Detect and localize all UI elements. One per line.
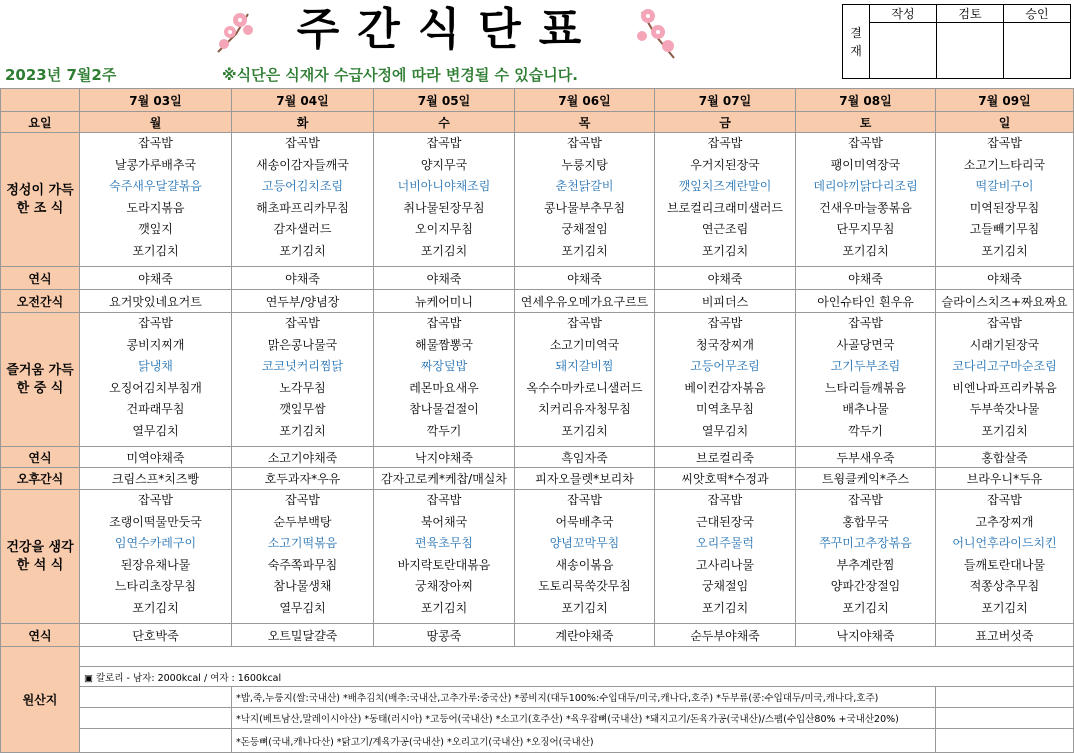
page-header	[0, 0, 1074, 88]
origin-line-row	[1, 687, 1074, 708]
menu-item: 깻잎지	[138, 222, 173, 237]
am_snack-label: 오전간식	[1, 290, 80, 313]
menu-item: 포기김치	[981, 423, 1028, 438]
menu-item: 양념꼬막무침	[549, 536, 620, 551]
lunch-cell	[655, 313, 796, 447]
menu-item: 참나물겉절이	[409, 402, 479, 417]
menu-item: 오리주물럭	[696, 536, 754, 551]
menu-item: 궁채절임	[561, 222, 608, 237]
pm_snack-label: 오후간식	[1, 468, 80, 490]
menu-item: 잡곡밥	[567, 136, 602, 150]
menu-item: 열무김치	[701, 423, 749, 438]
dinner_soft-cell: 낙지야채죽	[796, 624, 936, 647]
menu-item: 열무김치	[279, 600, 326, 615]
lunch_soft-cell: 낙지야채죽	[374, 447, 515, 468]
pm_snack-cell: 브라우니*두유	[936, 468, 1074, 490]
lunch_soft-label: 연식	[1, 447, 80, 468]
menu-item: 잡곡밥	[848, 493, 883, 507]
menu-item: 잡곡밥	[848, 136, 883, 150]
menu-item: 느타리초장무침	[114, 579, 197, 594]
pm_snack-row	[1, 468, 1074, 490]
am_snack-cell: 뉴케어미니	[374, 290, 515, 313]
menu-item: 잡곡밥	[707, 316, 743, 330]
origin-line-row	[1, 708, 1074, 729]
approval-review: 검토	[937, 5, 1004, 23]
menu-item: 바지락토란대볶음	[397, 557, 491, 572]
menu-item: 새송이감자들깨국	[256, 157, 349, 172]
origin-line: *낙지(베트남산,말레이시아산) *동태(러시아) *고등어(국내산) *소고기(호주산) *육우잡뼈(국내산) *돼지고기/돈육가공(국내산)/스팸(수입산80% +국내산20%)	[232, 708, 936, 729]
menu-item: 건파래무침	[126, 402, 185, 417]
menu-item: 미역된장무침	[969, 200, 1040, 215]
menu-item: 포기김치	[420, 600, 468, 615]
approval-sign-cell[interactable]	[937, 23, 1004, 79]
menu-item: 팽이미역장국	[830, 157, 901, 172]
menu-item: 포기김치	[981, 243, 1028, 258]
lunch_soft-cell: 흑임자죽	[515, 447, 655, 468]
menu-item: 브로컬리크래미샐러드	[667, 200, 783, 215]
lunch_soft-row	[1, 447, 1074, 468]
menu-item: 소고기미역국	[549, 337, 620, 352]
weekday-cell: 토	[796, 112, 936, 133]
menu-item: 포기김치	[279, 243, 326, 258]
menu-item: 궁채장아찌	[415, 579, 473, 594]
origin-line: *밥,죽,누룽지(쌀:국내산) *배추김치(배추:국내산,고추가루:중국산) *콩비지(대두100%:수입대두/미국,캐나다,호주) *두부류(콩:수입대두/미국,캐나다,호주)	[232, 687, 936, 708]
menu-item: 양파간장절임	[830, 579, 901, 594]
breakfast_soft-label: 연식	[1, 267, 80, 290]
dinner-cell	[374, 490, 515, 624]
dinner_soft-cell: 오트밀달걀죽	[232, 624, 374, 647]
breakfast_soft-cell: 야채죽	[80, 267, 232, 290]
dinner-label: 건강을 생각한 석 식	[1, 490, 80, 624]
menu-item: 궁채절임	[701, 579, 749, 594]
breakfast_soft-cell: 야채죽	[232, 267, 374, 290]
menu-item: 고기두부조림	[830, 359, 901, 374]
menu-item: 된장유채나물	[120, 557, 191, 572]
breakfast_soft-cell: 야채죽	[936, 267, 1074, 290]
menu-item: 닭냉채	[138, 359, 173, 374]
menu-item: 포기김치	[420, 243, 468, 258]
approval-label: 결 재	[843, 5, 870, 79]
calorie-row	[1, 667, 1074, 687]
am_snack-cell: 아인슈타인 흰우유	[796, 290, 936, 313]
menu-item: 배추나물	[842, 402, 889, 417]
lunch-cell	[515, 313, 655, 447]
menu-item: 부추계란찜	[836, 557, 895, 572]
menu-item: 잡곡밥	[987, 316, 1022, 330]
menu-item: 포기김치	[701, 243, 749, 258]
lunch_soft-cell: 미역야채죽	[80, 447, 232, 468]
dinner-cell	[936, 490, 1074, 624]
menu-item: 포기김치	[842, 600, 889, 615]
origin-row	[1, 647, 1074, 667]
dinner-cell	[655, 490, 796, 624]
origin-indent	[80, 708, 232, 729]
menu-item: 고등어무조림	[690, 359, 760, 374]
lunch_soft-cell: 홍합살죽	[936, 447, 1074, 468]
menu-item: 홍합무국	[842, 514, 889, 529]
menu-item: 새송이볶음	[555, 557, 614, 572]
dinner_soft-label: 연식	[1, 624, 80, 647]
date-cell: 7월 09일	[936, 89, 1074, 112]
menu-item: 들깨토란대나물	[963, 557, 1046, 572]
lunch-row	[1, 313, 1074, 447]
menu-item: 순두부백탕	[273, 514, 332, 529]
menu-item: 숙주쪽파무침	[267, 557, 338, 572]
date-cell: 7월 06일	[515, 89, 655, 112]
breakfast-label: 정성이 가득한 조 식	[1, 133, 80, 267]
menu-item: 감자샐러드	[273, 222, 332, 237]
weekday-cell: 화	[232, 112, 374, 133]
date-cell: 7월 03일	[80, 89, 232, 112]
menu-item: 사골당면국	[836, 337, 895, 352]
origin-indent	[80, 687, 232, 708]
weekday-row	[1, 112, 1074, 133]
menu-item: 고들빼기무침	[969, 222, 1040, 237]
menu-item: 숙주새우달걀볶음	[109, 179, 202, 194]
menu-item: 우거지된장국	[690, 157, 760, 172]
lunch_soft-cell: 소고기야채죽	[232, 447, 374, 468]
menu-item: 단무지무침	[836, 222, 895, 237]
origin-indent	[80, 729, 232, 753]
pm_snack-cell: 감자고로케*케찹/매실차	[374, 468, 515, 490]
menu-item: 도라지볶음	[126, 200, 185, 215]
menu-item: 잡곡밥	[285, 316, 320, 330]
dinner_soft-cell: 단호박죽	[80, 624, 232, 647]
weekday-cell: 목	[515, 112, 655, 133]
menu-item: 잡곡밥	[138, 136, 173, 150]
menu-item: 임연수카레구이	[114, 536, 197, 551]
dinner-cell	[515, 490, 655, 624]
menu-item: 베이컨감자볶음	[684, 380, 766, 395]
dinner-cell	[796, 490, 936, 624]
menu-item: 건새우마늘쫑볶음	[819, 200, 912, 215]
cherry-blossom-right-icon	[628, 2, 680, 62]
menu-item: 춘천닭갈비	[555, 179, 614, 194]
menu-item: 느타리들깨볶음	[824, 380, 907, 395]
breakfast-cell	[936, 133, 1074, 267]
menu-item: 잡곡밥	[567, 316, 602, 330]
menu-item: 돼지갈비찜	[555, 359, 614, 374]
menu-item: 잡곡밥	[707, 136, 743, 150]
pm_snack-cell: 피자오믈렛*보리차	[515, 468, 655, 490]
am_snack-cell: 요거맛있네요거트	[80, 290, 232, 313]
breakfast-cell	[232, 133, 374, 267]
origin-label: 원산지	[1, 647, 80, 753]
menu-item: 노각무침	[279, 380, 326, 395]
menu-item: 해초파프리카무침	[256, 200, 349, 215]
menu-item: 잡곡밥	[138, 493, 173, 507]
menu-item: 포기김치	[132, 600, 179, 615]
am_snack-row	[1, 290, 1074, 313]
menu-item: 편육초무침	[415, 536, 473, 551]
am_snack-cell: 연세우유오메가요구르트	[515, 290, 655, 313]
menu-item: 데리야끼닭다리조림	[813, 179, 918, 194]
breakfast-cell	[796, 133, 936, 267]
dinner_soft-row	[1, 624, 1074, 647]
pm_snack-cell: 크림스프*치즈빵	[80, 468, 232, 490]
origin-tail	[936, 687, 1074, 708]
menu-item: 비엔나파프리카볶음	[952, 380, 1057, 395]
page-title: 주간식단표	[296, 4, 600, 55]
menu-item: 오징어김치부침개	[109, 380, 202, 395]
menu-item: 어니언후라이드치킨	[952, 536, 1057, 551]
origin-blank	[80, 647, 1074, 667]
menu-item: 잡곡밥	[285, 493, 320, 507]
menu-item: 콩비지찌개	[126, 337, 185, 352]
menu-item: 연근조림	[701, 222, 749, 237]
menu-item: 치커리유자청무침	[538, 402, 631, 417]
lunch_soft-cell: 브로컬리죽	[655, 447, 796, 468]
menu-item: 청국장찌개	[696, 337, 754, 352]
menu-item: 시래기된장국	[969, 337, 1040, 352]
dinner_soft-cell: 순두부야채죽	[655, 624, 796, 647]
menu-item: 도토리묵쑥갓무침	[538, 579, 631, 594]
menu-item: 소고기느타리국	[963, 157, 1046, 172]
approval-sign-cell[interactable]	[1004, 23, 1071, 79]
menu-item: 누룽지탕	[561, 157, 608, 172]
approval-box	[842, 4, 1071, 79]
weekday-label: 요일	[1, 112, 80, 133]
menu-item: 잡곡밥	[426, 136, 462, 150]
breakfast-row	[1, 133, 1074, 267]
menu-item: 잡곡밥	[707, 493, 743, 507]
menu-item: 어묵배추국	[555, 514, 614, 529]
am_snack-cell: 슬라이스치즈+짜요짜요	[936, 290, 1074, 313]
weekday-cell: 일	[936, 112, 1074, 133]
breakfast_soft-cell: 야채죽	[655, 267, 796, 290]
menu-item: 깍두기	[426, 423, 462, 438]
menu-item: 조랭이떡물만둣국	[109, 514, 202, 529]
menu-item: 깻잎무쌈	[279, 402, 326, 417]
weekday-cell: 월	[80, 112, 232, 133]
menu-item: 너비아니야채조림	[397, 179, 491, 194]
origin-line: *돈등뼈(국내,캐나다산) *닭고기/계육가공(국내산) *오리고기(국내산) *오징어(국내산)	[232, 729, 936, 753]
breakfast-cell	[655, 133, 796, 267]
menu-item: 근대된장국	[696, 514, 754, 529]
menu-item: 포기김치	[561, 423, 608, 438]
dinner_soft-cell: 계란야채죽	[515, 624, 655, 647]
menu-item: 깻잎치즈계란말이	[678, 179, 772, 194]
weekday-cell: 금	[655, 112, 796, 133]
menu-item: 열무김치	[132, 423, 179, 438]
weekday-cell: 수	[374, 112, 515, 133]
menu-item: 짜장덮밥	[420, 359, 468, 374]
lunch-cell	[796, 313, 936, 447]
breakfast_soft-cell: 야채죽	[515, 267, 655, 290]
breakfast_soft-cell: 야채죽	[796, 267, 936, 290]
am_snack-cell: 비피더스	[655, 290, 796, 313]
menu-item: 포기김치	[842, 243, 889, 258]
menu-item: 맑은콩나물국	[267, 337, 338, 352]
corner-cell	[1, 89, 80, 112]
menu-item: 잡곡밥	[987, 493, 1022, 507]
calorie-info: ▣ 칼로리 - 남자: 2000kcal / 여자 : 1600kcal	[80, 667, 1074, 687]
approval-approve: 승인	[1004, 5, 1071, 23]
breakfast-cell	[374, 133, 515, 267]
week-label: 2023년 7월2주	[5, 66, 117, 84]
menu-item: 포기김치	[279, 423, 326, 438]
menu-item: 참나물생채	[273, 579, 332, 594]
menu-item: 고사리나물	[696, 557, 754, 572]
menu-item: 코다리고구마순조림	[952, 359, 1057, 374]
date-cell: 7월 07일	[655, 89, 796, 112]
pm_snack-cell: 씨앗호떡*수정과	[655, 468, 796, 490]
dinner_soft-cell: 표고버섯죽	[936, 624, 1074, 647]
approval-author: 작성	[870, 5, 937, 23]
lunch-cell	[232, 313, 374, 447]
breakfast_soft-row	[1, 267, 1074, 290]
breakfast-cell	[515, 133, 655, 267]
menu-item: 고추장찌개	[975, 514, 1034, 529]
menu-item: 미역초무침	[696, 402, 754, 417]
breakfast-cell	[80, 133, 232, 267]
menu-item: 포기김치	[561, 600, 608, 615]
menu-item: 오이지무침	[415, 222, 473, 237]
lunch-cell	[374, 313, 515, 447]
menu-item: 날콩가루배추국	[114, 157, 197, 172]
menu-item: 잡곡밥	[426, 316, 462, 330]
menu-table	[0, 88, 1074, 753]
menu-item: 잡곡밥	[567, 493, 602, 507]
lunch-label: 즐거움 가득한 중 식	[1, 313, 80, 447]
menu-item: 북어채국	[420, 514, 468, 529]
origin-line-row	[1, 729, 1074, 753]
menu-item: 취나물된장무침	[403, 200, 485, 215]
lunch-cell	[936, 313, 1074, 447]
menu-item: 두부쑥갓나물	[969, 402, 1040, 417]
menu-item: 잡곡밥	[426, 493, 462, 507]
menu-item: 잡곡밥	[138, 316, 173, 330]
menu-item: 양지무국	[420, 157, 468, 172]
date-row	[1, 89, 1074, 112]
lunch-cell	[80, 313, 232, 447]
lunch_soft-cell: 두부새우죽	[796, 447, 936, 468]
breakfast_soft-cell: 야채죽	[374, 267, 515, 290]
menu-item: 쭈꾸미고추장볶음	[819, 536, 912, 551]
menu-item: 떡갈비구이	[975, 179, 1034, 194]
date-cell: 7월 08일	[796, 89, 936, 112]
origin-tail	[936, 729, 1074, 753]
menu-item: 코코넛커리찜닭	[261, 359, 344, 374]
origin-tail	[936, 708, 1074, 729]
dinner-cell	[80, 490, 232, 624]
menu-item: 해물짬뽕국	[415, 337, 473, 352]
notice-text: ※식단은 식재자 수급사정에 따라 변경될 수 있습니다.	[222, 66, 578, 84]
menu-item: 레몬마요새우	[409, 380, 479, 395]
menu-item: 포기김치	[561, 243, 608, 258]
date-cell: 7월 05일	[374, 89, 515, 112]
menu-item: 잡곡밥	[987, 136, 1022, 150]
cherry-blossom-left-icon	[212, 4, 258, 56]
menu-item: 포기김치	[701, 600, 749, 615]
menu-item: 적쫑상추무침	[969, 579, 1040, 594]
menu-item: 콩나물부추무침	[543, 200, 626, 215]
menu-item: 고등어김치조림	[261, 179, 344, 194]
menu-item: 옥수수마카로니샐러드	[526, 380, 643, 395]
date-cell: 7월 04일	[232, 89, 374, 112]
pm_snack-cell: 호두과자*우유	[232, 468, 374, 490]
menu-item: 잡곡밥	[848, 316, 883, 330]
dinner-row	[1, 490, 1074, 624]
pm_snack-cell: 트윙클케익*주스	[796, 468, 936, 490]
menu-item: 잡곡밥	[285, 136, 320, 150]
menu-item: 포기김치	[981, 600, 1028, 615]
am_snack-cell: 연두부/양념장	[232, 290, 374, 313]
approval-sign-cell[interactable]	[870, 23, 937, 79]
menu-item: 포기김치	[132, 243, 179, 258]
dinner_soft-cell: 땅콩죽	[374, 624, 515, 647]
menu-item: 소고기떡볶음	[267, 536, 338, 551]
menu-item: 깍두기	[848, 423, 883, 438]
dinner-cell	[232, 490, 374, 624]
